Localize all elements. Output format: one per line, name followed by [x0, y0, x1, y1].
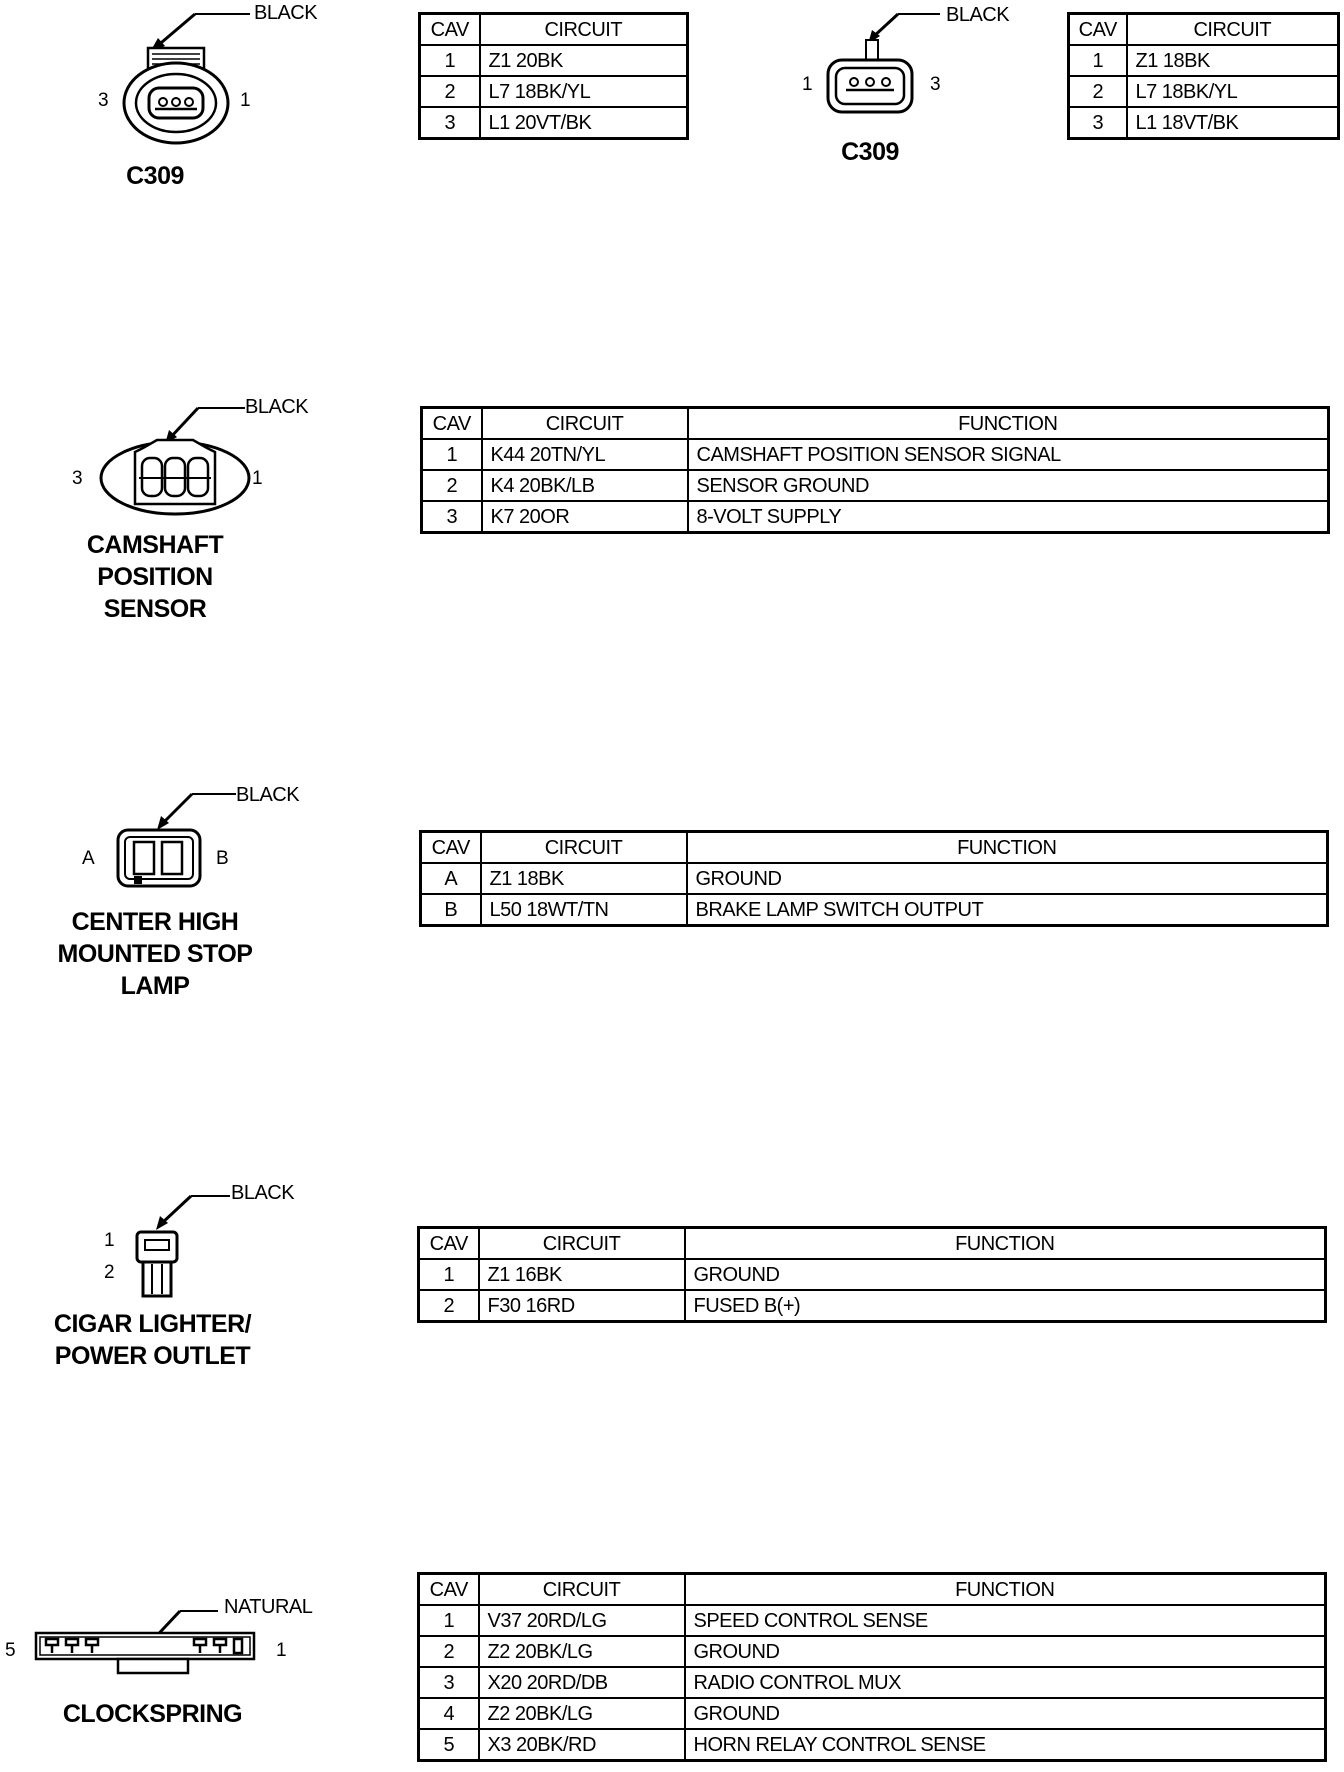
pin-label-right: 3	[930, 74, 941, 95]
cell-circuit: K7 20OR	[482, 501, 688, 533]
pin-label-left: 3	[72, 468, 83, 489]
cell-cav: 1	[420, 45, 480, 76]
cell-function: HORN RELAY CONTROL SENSE	[685, 1729, 1326, 1761]
table-row	[419, 1667, 1326, 1698]
connector-name-line: POWER OUTLET	[54, 1342, 251, 1370]
cell-circuit: L7 18BK/YL	[480, 76, 688, 107]
color-label: BLACK	[236, 784, 300, 806]
color-label: BLACK	[231, 1182, 295, 1204]
pin-label-left: 3	[98, 90, 109, 111]
cell-circuit: K4 20BK/LB	[482, 470, 688, 501]
cell-function: GROUND	[685, 1636, 1326, 1667]
table-row	[1069, 76, 1339, 107]
color-label: BLACK	[946, 4, 1010, 26]
header-function: FUNCTION	[685, 1228, 1326, 1260]
cell-function: 8-VOLT SUPPLY	[688, 501, 1329, 533]
cell-circuit: L50 18WT/TN	[481, 894, 687, 926]
cell-function: GROUND	[685, 1259, 1326, 1290]
cell-cav: 2	[420, 76, 480, 107]
connector-name	[40, 1698, 265, 1730]
header-function: FUNCTION	[687, 832, 1328, 864]
cell-cav: 3	[422, 501, 482, 533]
table-row	[419, 1605, 1326, 1636]
cell-function: SPEED CONTROL SENSE	[685, 1605, 1326, 1636]
table-row	[422, 439, 1329, 470]
cell-circuit: Z2 20BK/LG	[479, 1698, 685, 1729]
cell-cav: 2	[422, 470, 482, 501]
cell-cav: 2	[419, 1290, 479, 1322]
table-row	[419, 1729, 1326, 1761]
cell-function: GROUND	[687, 863, 1328, 894]
cell-cav: 2	[1069, 76, 1127, 107]
connector-name	[50, 529, 260, 625]
header-cav: CAV	[1069, 14, 1127, 46]
table-row	[1069, 45, 1339, 76]
cell-circuit: Z1 16BK	[479, 1259, 685, 1290]
header-function: FUNCTION	[688, 408, 1329, 440]
cell-circuit: L7 18BK/YL	[1127, 76, 1339, 107]
table-header-row	[422, 408, 1329, 440]
cell-cav: 3	[420, 107, 480, 139]
pin-label-top: 1	[104, 1230, 115, 1251]
cell-circuit: Z2 20BK/LG	[479, 1636, 685, 1667]
pin-label-right: 1	[252, 468, 263, 489]
table-row	[420, 76, 688, 107]
table-header-row	[419, 1228, 1326, 1260]
camshaft-sensor-connector-icon	[95, 390, 255, 520]
header-circuit: CIRCUIT	[480, 14, 688, 46]
pin-label-left: 1	[802, 74, 813, 95]
cell-function: RADIO CONTROL MUX	[685, 1667, 1326, 1698]
header-circuit: CIRCUIT	[481, 832, 687, 864]
cell-circuit: L1 18VT/BK	[1127, 107, 1339, 139]
table-header-row	[1069, 14, 1339, 46]
cell-function: GROUND	[685, 1698, 1326, 1729]
cell-cav: 5	[419, 1729, 479, 1761]
cell-circuit: Z1 20BK	[480, 45, 688, 76]
color-label: NATURAL	[224, 1596, 313, 1618]
header-cav: CAV	[419, 1574, 479, 1606]
connector-name-line: CENTER HIGH	[71, 908, 239, 936]
connector-name-line: CIGAR LIGHTER/	[53, 1310, 252, 1338]
table-row	[421, 863, 1328, 894]
pin-label-right: B	[216, 848, 229, 869]
header-circuit: CIRCUIT	[482, 408, 688, 440]
cell-circuit: K44 20TN/YL	[482, 439, 688, 470]
cell-cav: 1	[419, 1605, 479, 1636]
header-circuit: CIRCUIT	[1127, 14, 1339, 46]
pin-table-c309-right	[1067, 12, 1340, 140]
table-row	[419, 1259, 1326, 1290]
connector-name	[30, 1308, 275, 1372]
table-row	[419, 1698, 1326, 1729]
connector-name-line: LAMP	[120, 972, 190, 1000]
connector-name-line: SENSOR	[103, 595, 207, 623]
header-cav: CAV	[420, 14, 480, 46]
cell-circuit: F30 16RD	[479, 1290, 685, 1322]
connector-name-line: MOUNTED STOP	[57, 940, 253, 968]
cell-cav: A	[421, 863, 481, 894]
table-row	[421, 894, 1328, 926]
pin-label-left: 5	[5, 1640, 16, 1661]
cell-circuit: X3 20BK/RD	[479, 1729, 685, 1761]
header-function: FUNCTION	[685, 1574, 1326, 1606]
c309-right-connector-icon	[820, 0, 940, 130]
header-circuit: CIRCUIT	[479, 1574, 685, 1606]
pin-label-right: 1	[276, 1640, 287, 1661]
cell-circuit: Z1 18BK	[1127, 45, 1339, 76]
pin-table-clockspring	[417, 1572, 1327, 1762]
cell-circuit: L1 20VT/BK	[480, 107, 688, 139]
connector-name	[40, 906, 270, 1002]
cell-function: FUSED B(+)	[685, 1290, 1326, 1322]
table-row	[420, 107, 688, 139]
cell-cav: 1	[422, 439, 482, 470]
connector-name: C309	[126, 162, 184, 190]
table-header-row	[421, 832, 1328, 864]
cell-function: SENSOR GROUND	[688, 470, 1329, 501]
table-row	[419, 1636, 1326, 1667]
pin-label-right: 1	[240, 90, 251, 111]
cell-cav: 2	[419, 1636, 479, 1667]
table-row	[419, 1290, 1326, 1322]
connector-name-line: CLOCKSPRING	[62, 1700, 243, 1728]
cell-cav: 4	[419, 1698, 479, 1729]
cell-cav: 1	[419, 1259, 479, 1290]
connector-name-line: POSITION	[97, 563, 213, 591]
table-row	[420, 45, 688, 76]
pin-label-bottom: 2	[104, 1262, 115, 1283]
cell-circuit: Z1 18BK	[481, 863, 687, 894]
table-row	[422, 501, 1329, 533]
cell-cav: 3	[419, 1667, 479, 1698]
header-cav: CAV	[419, 1228, 479, 1260]
cell-circuit: V37 20RD/LG	[479, 1605, 685, 1636]
connector-name: C309	[841, 138, 899, 166]
color-label: BLACK	[245, 396, 309, 418]
table-row	[1069, 107, 1339, 139]
cell-function: BRAKE LAMP SWITCH OUTPUT	[687, 894, 1328, 926]
pin-table-cigar-lighter-power-outlet	[417, 1226, 1327, 1323]
pin-table-c309-left	[418, 12, 689, 140]
connector-name-line: CAMSHAFT	[86, 531, 224, 559]
color-label: BLACK	[254, 2, 318, 24]
table-header-row	[419, 1574, 1326, 1606]
header-cav: CAV	[421, 832, 481, 864]
pin-table-camshaft-position-sensor	[420, 406, 1330, 534]
header-cav: CAV	[422, 408, 482, 440]
pin-label-left: A	[82, 848, 95, 869]
cell-circuit: X20 20RD/DB	[479, 1667, 685, 1698]
table-row	[422, 470, 1329, 501]
stop-lamp-connector-icon	[110, 780, 250, 890]
c309-left-connector-icon	[110, 0, 250, 150]
cell-function: CAMSHAFT POSITION SENSOR SIGNAL	[688, 439, 1329, 470]
table-header-row	[420, 14, 688, 46]
pin-table-center-high-mounted-stop-lamp	[419, 830, 1329, 927]
cell-cav: B	[421, 894, 481, 926]
cell-cav: 3	[1069, 107, 1127, 139]
header-circuit: CIRCUIT	[479, 1228, 685, 1260]
cell-cav: 1	[1069, 45, 1127, 76]
